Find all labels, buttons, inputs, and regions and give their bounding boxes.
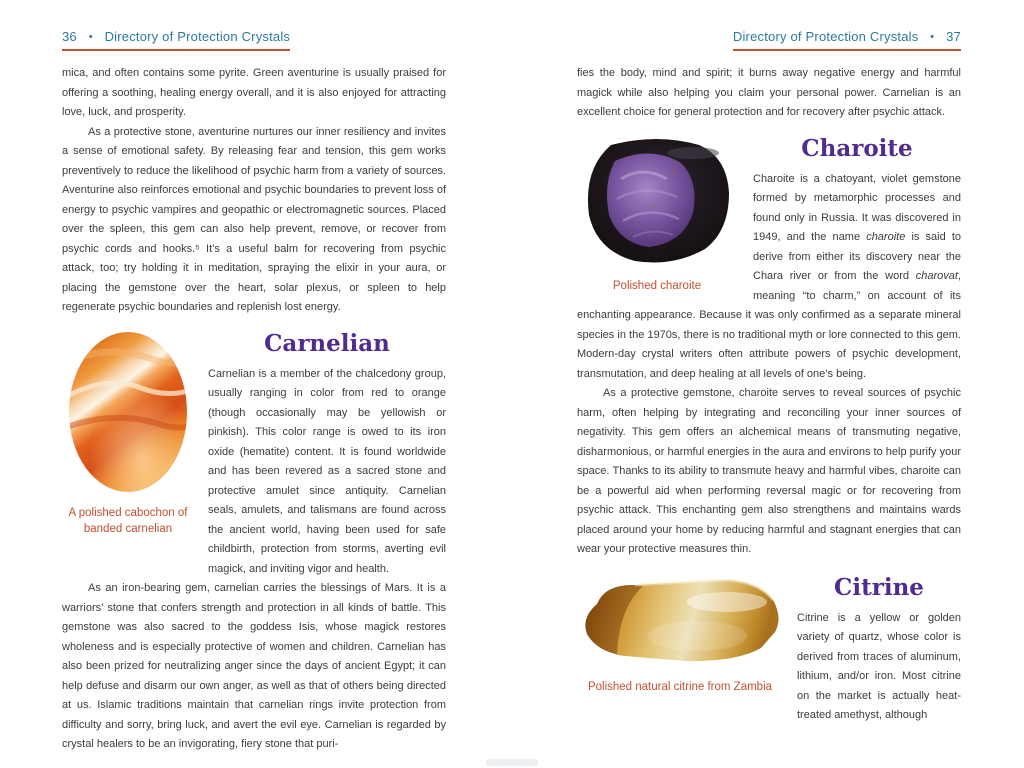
- header-title-right: Directory of Protection Crystals: [732, 29, 919, 44]
- citrine-section: [577, 574, 961, 726]
- header-title-left: Directory of Protection Crystals: [104, 29, 291, 44]
- running-header-text: [62, 29, 290, 51]
- charoite-p1-text: is said to derive from either its discovery near the Chara river or from the word: [753, 231, 961, 282]
- charoite-caption: Polished charoite: [612, 279, 702, 292]
- charoite-p1-text: Charoite is a chatoyant, violet gemstone formed by metamorphic processes and found only in Russia. It was discovered in 1949, and the name: [753, 172, 961, 243]
- charoite-paragraph-2: As a protective gemstone, charoite serves to reveal sources of psychic harm, often helping by integrating and reconciling your inner sources of negativity. This gem offers an alchemical means of transmuting negative, disharmonious, or harmful energies in the aura and environs to help purify your space. Thanks to its ability to transmute heavy and harmful vibes, charoite can be a powerful aid when performing reversal magic or for recovering from psychic attack. This enchanting gem also strengthens and maintains wards placed around your home by reducing harmful and stagnant energies that can wear your protective measures thin.: [577, 387, 961, 555]
- page-number-right: 37: [946, 29, 961, 44]
- citrine-photo: [577, 576, 783, 666]
- page-bottom-edge-mark: [486, 759, 538, 766]
- citrine-heading: Citrine: [834, 573, 924, 601]
- charoite-section: [577, 135, 961, 385]
- carnelian-photo: [69, 332, 187, 492]
- carnelian-paragraph-1: Carnelian is a member of the chalcedony group, usually ranging in color from red to orange (though occasionally may be yellowish or pinkish). This color range is owed to its iron oxide (hematite) content. It is found worldwide and has been revered as a sacred stone and protective amulet since antiquity. Carnelian seals, amulets, and talismans are found across the ancient world, having been used for safe childbirth, protection from storms, averting evil magick, and inviting vigor and health.: [208, 367, 446, 575]
- carnelian-paragraph-2: As an iron-bearing gem, carnelian carries the blessings of Mars. It is a warriors’ stone that confers strength and protection in all kinds of battle. This gemstone was also sacred to the goddess Isis, whose magick restores wholeness and is especially protective of women and children. Carnelian has also been prized for neutralizing anger since the days of ancient Egypt; it can help defuse and disarm our own anger, as well as that of others being directed at us. Islamic traditions maintain that carnelian rings invite protection from difficulty and sorry, bring luck, and avert the evil eye. Carnelian is regarded by crystal healers to be an invigorating, fiery stone that puri-: [62, 582, 446, 750]
- header-bullet-icon-right: •: [930, 31, 935, 43]
- carnelian-continued-paragraph: fies the body, mind and spirit; it burns away negative energy and harmful magick while also helping you claim your personal power. Carnelian is an excellent choice for general protection and for recovery after psychic attack.: [577, 67, 961, 118]
- charoite-p1-text: , meaning “to charm,” on account of its enchanting appearance. Because it was only confirmed as a separate mineral species in the 1970s, there is no traditional myth or lore connected to this gem. Modern-day crystal writers often attribute powers of psychic development, transmutation, and deep healing at all levels of one’s being.: [577, 270, 961, 380]
- charovat-italic-term: charovat: [915, 270, 958, 282]
- page-number-left: 36: [62, 29, 77, 44]
- charoite-photo: [581, 137, 733, 265]
- charoite-heading: Charoite: [801, 134, 913, 162]
- running-header-left: [62, 28, 446, 51]
- page-36: [62, 28, 446, 755]
- running-header-text-right: [733, 29, 961, 51]
- carnelian-heading: Carnelian: [264, 329, 390, 357]
- header-bullet-icon: •: [88, 31, 93, 43]
- citrine-caption: Polished natural citrine from Zambia: [587, 680, 773, 693]
- carnelian-figure: [66, 332, 190, 537]
- charoite-figure: [581, 137, 733, 294]
- citrine-figure: [577, 576, 783, 695]
- carnelian-section: [62, 330, 446, 580]
- charoite-italic-term: charoite: [866, 231, 906, 243]
- aventurine-paragraph-1: mica, and often contains some pyrite. Green aventurine is usually praised for offering a soothing, healing energy overall, and it is also enjoyed for attracting love, luck, and prosperity.: [62, 67, 446, 118]
- carnelian-caption: A polished cabochon of banded carnelian: [68, 506, 188, 535]
- aventurine-paragraph-2: As a protective stone, aventurine nurtures our inner resiliency and invites a sense of emotional safety. By releasing fear and tension, this gem works preventively to reduce the likelihood of psychic harm from a variety of sources. Aventurine also reinforces emotional and psychic boundaries to prevent loss of energy to psychic vampires and geopathic or electromagnetic sources. Placed over the spleen, this gem can also help prevent, remove, or recover from psychic cords and hooks.⁵ It’s a useful balm for recovering from psychic attack, too; try holding it in meditation, spraying the elixir in your aura, or placing the gemstone over the heart, solar plexus, or spleen to help regenerate psychic boundaries and replenish lost energy.: [62, 125, 446, 313]
- running-header-right: [577, 28, 961, 51]
- page-37: [577, 28, 961, 745]
- citrine-paragraph-1: Citrine is a yellow or golden variety of quartz, whose color is derived from traces of aluminum, lithium, and/or iron. Most citrine on the market is actually heat-treated amethyst, although: [797, 611, 961, 721]
